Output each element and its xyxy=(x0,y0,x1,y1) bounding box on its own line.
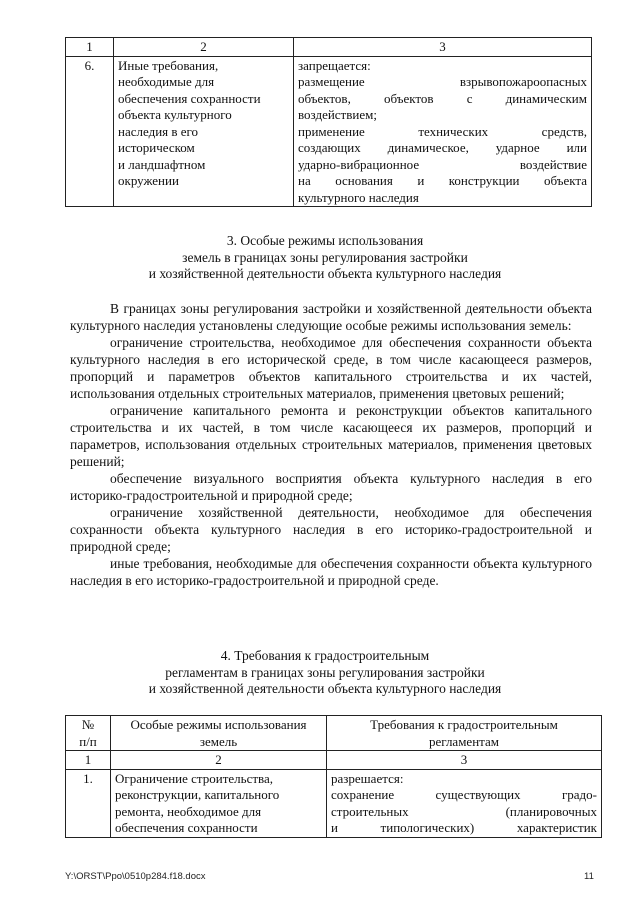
regulations-table xyxy=(65,715,602,838)
section-3-heading xyxy=(60,233,590,283)
cell-line: применение технических средств, xyxy=(298,123,587,139)
column-number: 3 xyxy=(294,38,592,57)
header-line: Особые режимы использования xyxy=(130,717,307,732)
cell-line: культурного наследия xyxy=(298,189,419,205)
paragraph: ограничение капитального ремонта и реконструкции объектов капитального строительства и их частей, в том числе касающееся их размеров, пропорций и параметров, использования отдельных строительных материалов, применения цветовых решений; xyxy=(70,403,592,469)
cell-line: Иные требования, xyxy=(118,57,219,73)
cell-line: строительных (планировочных xyxy=(331,803,597,819)
row-number: 6. xyxy=(66,56,114,207)
row-number: 1. xyxy=(66,769,111,837)
cell-line: обеспечения сохранности xyxy=(118,90,261,106)
zoning-table-continued xyxy=(65,37,592,207)
cell-line: обеспечения сохранности xyxy=(115,820,258,835)
header-line: Требования к градостроительным xyxy=(370,717,558,732)
cell-line: ремонта, необходимое для xyxy=(115,803,262,819)
paragraph: ограничение строительства, необходимое для обеспечения сохранности объекта культурного наследия в его исторической среде, в том числе касающееся размеров, пропорций и параметров объектов капитального строительства и их частей, использования отдельных строительных материалов, применения цветовых решений; xyxy=(70,335,592,401)
column-number: 2 xyxy=(111,751,327,770)
paragraph: В границах зоны регулирования застройки и хозяйственной деятельности объекта культурного наследия установлены следующие особые режимы использования земель: xyxy=(70,301,592,333)
header-line: земель xyxy=(199,733,238,749)
cell-line: объектов, объектов с динамическим xyxy=(298,90,587,106)
heading-line: земель в границах зоны регулирования застройки xyxy=(182,249,468,265)
header-modes xyxy=(111,716,327,751)
cell-line: сохранение существующих градо- xyxy=(331,787,597,802)
requirement-cell xyxy=(327,769,602,837)
cell-line: на основания и конструкции объекта xyxy=(298,173,587,188)
cell-line: Ограничение строительства, xyxy=(115,770,274,786)
cell-line: запрещается: xyxy=(298,57,371,73)
column-number: 2 xyxy=(114,38,294,57)
heading-line: 3. Особые режимы использования xyxy=(226,233,424,248)
cell-line: создающих динамическое, ударное или xyxy=(298,140,587,155)
paragraph: иные требования, необходимые для обеспечения сохранности объекта культурного наследия в его историко-градостроительной и природной среде. xyxy=(70,556,592,588)
cell-line: разрешается: xyxy=(331,770,404,786)
column-number: 1 xyxy=(66,38,114,57)
header-requirements xyxy=(327,716,602,751)
cell-line: воздействием; xyxy=(298,107,377,122)
mode-cell xyxy=(111,769,327,837)
table-column-number-row xyxy=(66,751,602,770)
cell-line: наследия в его xyxy=(118,123,199,139)
heading-line: 4. Требования к градостроительным xyxy=(220,648,430,663)
header-line: № xyxy=(81,717,95,732)
table-column-number-row xyxy=(66,38,592,57)
requirement-cell xyxy=(114,56,294,207)
cell-line: размещение взрывопожароопасных xyxy=(298,74,587,89)
cell-line: ударно-вибрационное воздействие xyxy=(298,156,587,172)
cell-line: и ландшафтном xyxy=(118,156,206,172)
cell-line: и типологических) характеристик xyxy=(331,820,597,835)
heading-line: и хозяйственной деятельности объекта культурного наследия xyxy=(148,681,502,696)
header-line: регламентам xyxy=(429,733,499,749)
cell-line: реконструкции, капитального xyxy=(115,787,280,802)
table-row xyxy=(66,56,592,207)
section-3-body xyxy=(70,300,592,589)
file-path: Y:\ORST\Ppo\0510p284.f18.docx xyxy=(65,871,206,882)
cell-line: объекта культурного xyxy=(118,107,232,122)
cell-line: необходимые для xyxy=(118,74,215,89)
page-number: 11 xyxy=(584,871,594,882)
rule-cell xyxy=(294,56,592,207)
header-line: п/п xyxy=(79,733,97,749)
table-row xyxy=(66,769,602,837)
table-header-row xyxy=(66,716,602,751)
column-number: 3 xyxy=(327,751,602,770)
heading-line: и хозяйственной деятельности объекта культурного наследия xyxy=(148,266,502,281)
cell-line: историческом xyxy=(118,140,195,155)
header-number xyxy=(66,716,111,751)
paragraph: ограничение хозяйственной деятельности, необходимое для обеспечения сохранности объекта культурного наследия в его историко-градостроительной и природной среде; xyxy=(70,505,592,554)
paragraph: обеспечение визуального восприятия объекта культурного наследия в его историко-градостроительной и природной среде; xyxy=(70,471,592,503)
section-4-heading xyxy=(60,648,590,698)
column-number: 1 xyxy=(66,751,111,770)
heading-line: регламентам в границах зоны регулирования застройки xyxy=(165,664,485,680)
cell-line: окружении xyxy=(118,173,179,188)
